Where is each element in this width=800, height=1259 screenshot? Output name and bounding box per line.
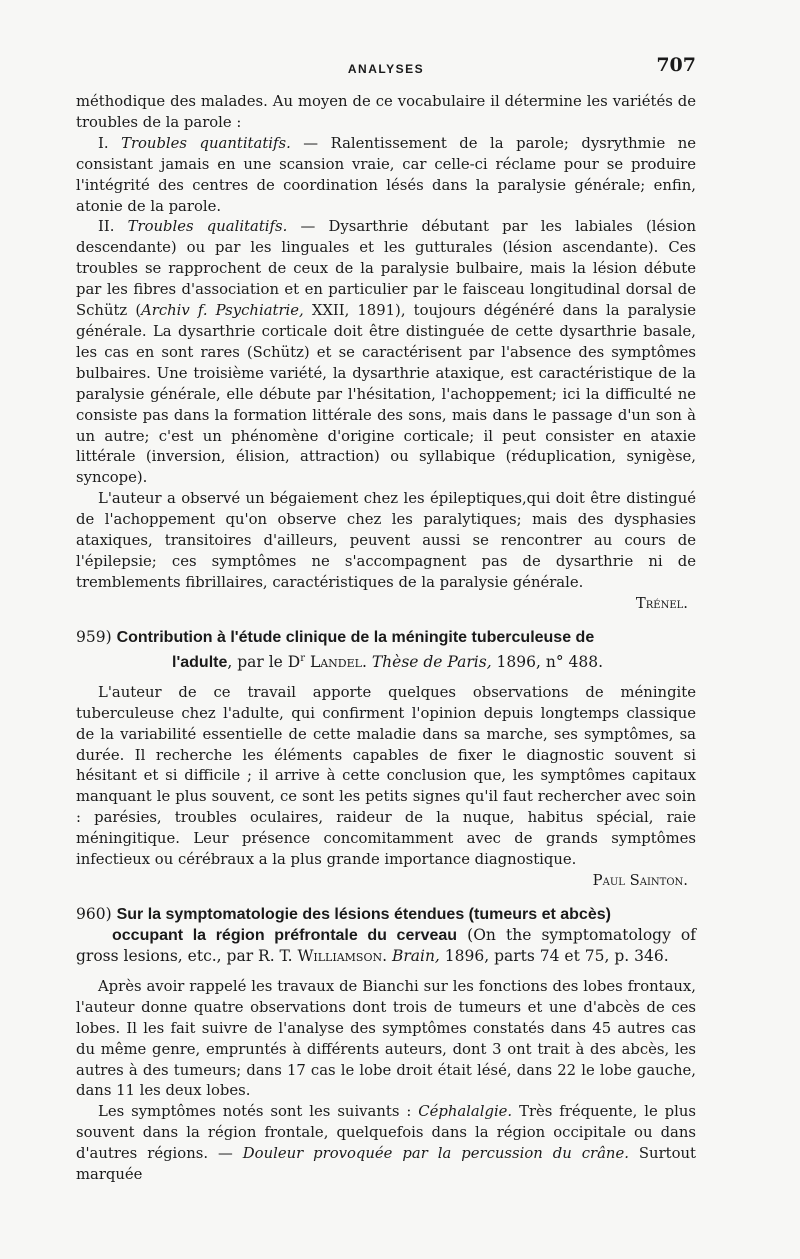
signature-row	[76, 871, 696, 892]
paragraph-epilepsy	[76, 489, 696, 594]
signature-row	[76, 594, 696, 615]
paragraph-qualitative	[76, 217, 696, 489]
entry-source: Brain,	[391, 946, 440, 965]
entry-number: 960)	[76, 904, 112, 923]
symptom-label: Céphalalgie.	[418, 1103, 513, 1121]
entry-title-rest: (On the symptomatology of gross lesions, etc., par R. T.	[76, 925, 696, 965]
entry-title-bold-cont: occupant la région préfrontale du cerveau	[112, 926, 458, 944]
entry-959-title	[76, 627, 696, 673]
reviewer-signature: Paul Sainton.	[592, 871, 688, 889]
entry-source: Thèse de Paris,	[371, 652, 492, 671]
paragraph-intro	[76, 92, 696, 134]
reviewer-signature: Trénel.	[635, 594, 688, 612]
running-title: ANALYSES	[347, 62, 425, 76]
page-header	[76, 54, 696, 78]
page-number: 707	[656, 54, 696, 76]
entry-960-title	[76, 904, 696, 967]
item-text: — Dysarthrie débutant par les labiales (lésion descendante) ou par les linguales et les gutturales (lésion ascendante). Ces troubles se rapprochent de ceux de la paralysie bulbaire, mais la lésion débute par les fibres d'association et en particulier par le faisceau longitudinal dorsal de Schütz (	[76, 218, 696, 320]
paragraph-text: L'auteur a observé un bégaiement chez les épileptiques,qui doit être distingué de l'achoppement qu'on observe chez les paralytiques; mais des dysphasies ataxiques, transitoires d'ailleurs, peuvent aussi se rencontrer au cours de l'épilepsie; ces symptômes ne s'accompagnent pas de dysarthrie ni de tremblements fibrillaires, caractéristiques de la paralysie générale.	[76, 490, 696, 591]
paragraph-quantitative	[76, 134, 696, 218]
item-label: Troubles quantitatifs.	[121, 134, 291, 152]
entry-ref: 1896, parts 74 et 75, p. 346.	[439, 946, 669, 965]
article-body	[76, 92, 696, 1186]
item-number: II.	[98, 218, 115, 236]
intro-text: méthodique des malades. Au moyen de ce vocabulaire il détermine les variétés de troubles de la parole :	[76, 93, 696, 131]
item-label: Troubles qualitatifs.	[127, 218, 288, 236]
entry-body-text: Les symptômes notés sont les suivants :	[98, 1103, 419, 1121]
item-text-cont: XXII, 1891), toujours dégénéré dans la paralysie générale. La dysarthrie corticale doit être distinguée de cette dysarthrie basale, les cas en sont rares (Schütz) et se caractérisent par l'absence des symptômes bulbaires. Une troisième variété, la dysarthrie ataxique, est caractéristique de la paralysie générale, elle débute par l'hésitation, l'achoppement; ici la difficulté ne consiste pas dans la formation littérale des sons, mais dans le passage d'un son à un autre; c'est un phénomène d'origine corticale; il peut consister en ataxie littérale (inversion, élision, attraction) ou syllabique (réduplication, synigèse, syncope).	[76, 302, 697, 487]
journal-title: Archiv f. Psychiatrie,	[141, 302, 304, 320]
entry-ref: 1896, n° 488.	[491, 652, 604, 671]
entry-title-bold: Contribution à l'étude clinique de la méningite tuberculeuse de	[116, 628, 595, 646]
entry-dr-sup: r	[300, 652, 305, 664]
entry-title-bold: Sur la symptomatologie des lésions étendues (tumeurs et abcès)	[116, 905, 611, 923]
entry-author: Williamson.	[297, 946, 388, 965]
entry-author: Landel.	[309, 652, 367, 671]
entry-number: 959)	[76, 627, 112, 646]
entry-960-body-1	[76, 977, 696, 1102]
entry-body-text: L'auteur de ce travail apporte quelques observations de méningite tuberculeuse chez l'adulte, qui confirment l'opinion depuis longtemps classique de la variabilité essentielle de cette maladie dans sa marche, ses symptômes, sa durée. Il recherche les éléments capables de fixer le diagnostic souvent si hésitant et si difficile ; il arrive à cette conclusion que, les symptômes capitaux manquant le plus souvent, ce sont les petits signes qu'il faut rechercher avec soin : parésies, troubles oculaires, raideur de la nuque, habitus spécial, raie méningitique. Leur présence concomitamment avec de grands symptômes infectieux ou cérébraux a la plus grande importance diagnostique.	[76, 683, 696, 869]
entry-959-body	[76, 683, 696, 871]
entry-title-bold-cont: l'adulte	[172, 653, 228, 671]
item-text: — Ralentissement de la parole; dysrythmie ne consistant jamais en une scansion vraie, car celle-ci réclame pour se produire l'intégrité des centres de coordination lésés dans la paralysie générale; enfin, atonie de la parole.	[76, 134, 696, 215]
item-number: I.	[98, 134, 109, 152]
entry-960-body-2	[76, 1102, 696, 1186]
entry-body-text: Après avoir rappelé les travaux de Bianchi sur les fonctions des lobes frontaux, l'auteur donne quatre observations dont trois de tumeurs et une d'abcès de ces lobes. Il les fait suivre de l'analyse des symptômes constatés dans 45 autres cas du même genre, empruntés à différents auteurs, dont 3 ont trait à des abcès, les autres à des tumeurs; dans 17 cas le lobe droit était lésé, dans 22 le lobe gauche, dans 11 les deux lobes.	[76, 977, 696, 1100]
entry-by: , par le D	[227, 652, 301, 671]
entry-body-text-end: Surtout marquée	[76, 1145, 696, 1184]
entry-body-text-cont: Très fréquente, le plus souvent dans la région frontale, quelquefois dans la région occipitale ou dans d'autres régions. —	[76, 1103, 696, 1163]
symptom-label: Douleur provoquée par la percussion du crâne.	[242, 1145, 629, 1163]
